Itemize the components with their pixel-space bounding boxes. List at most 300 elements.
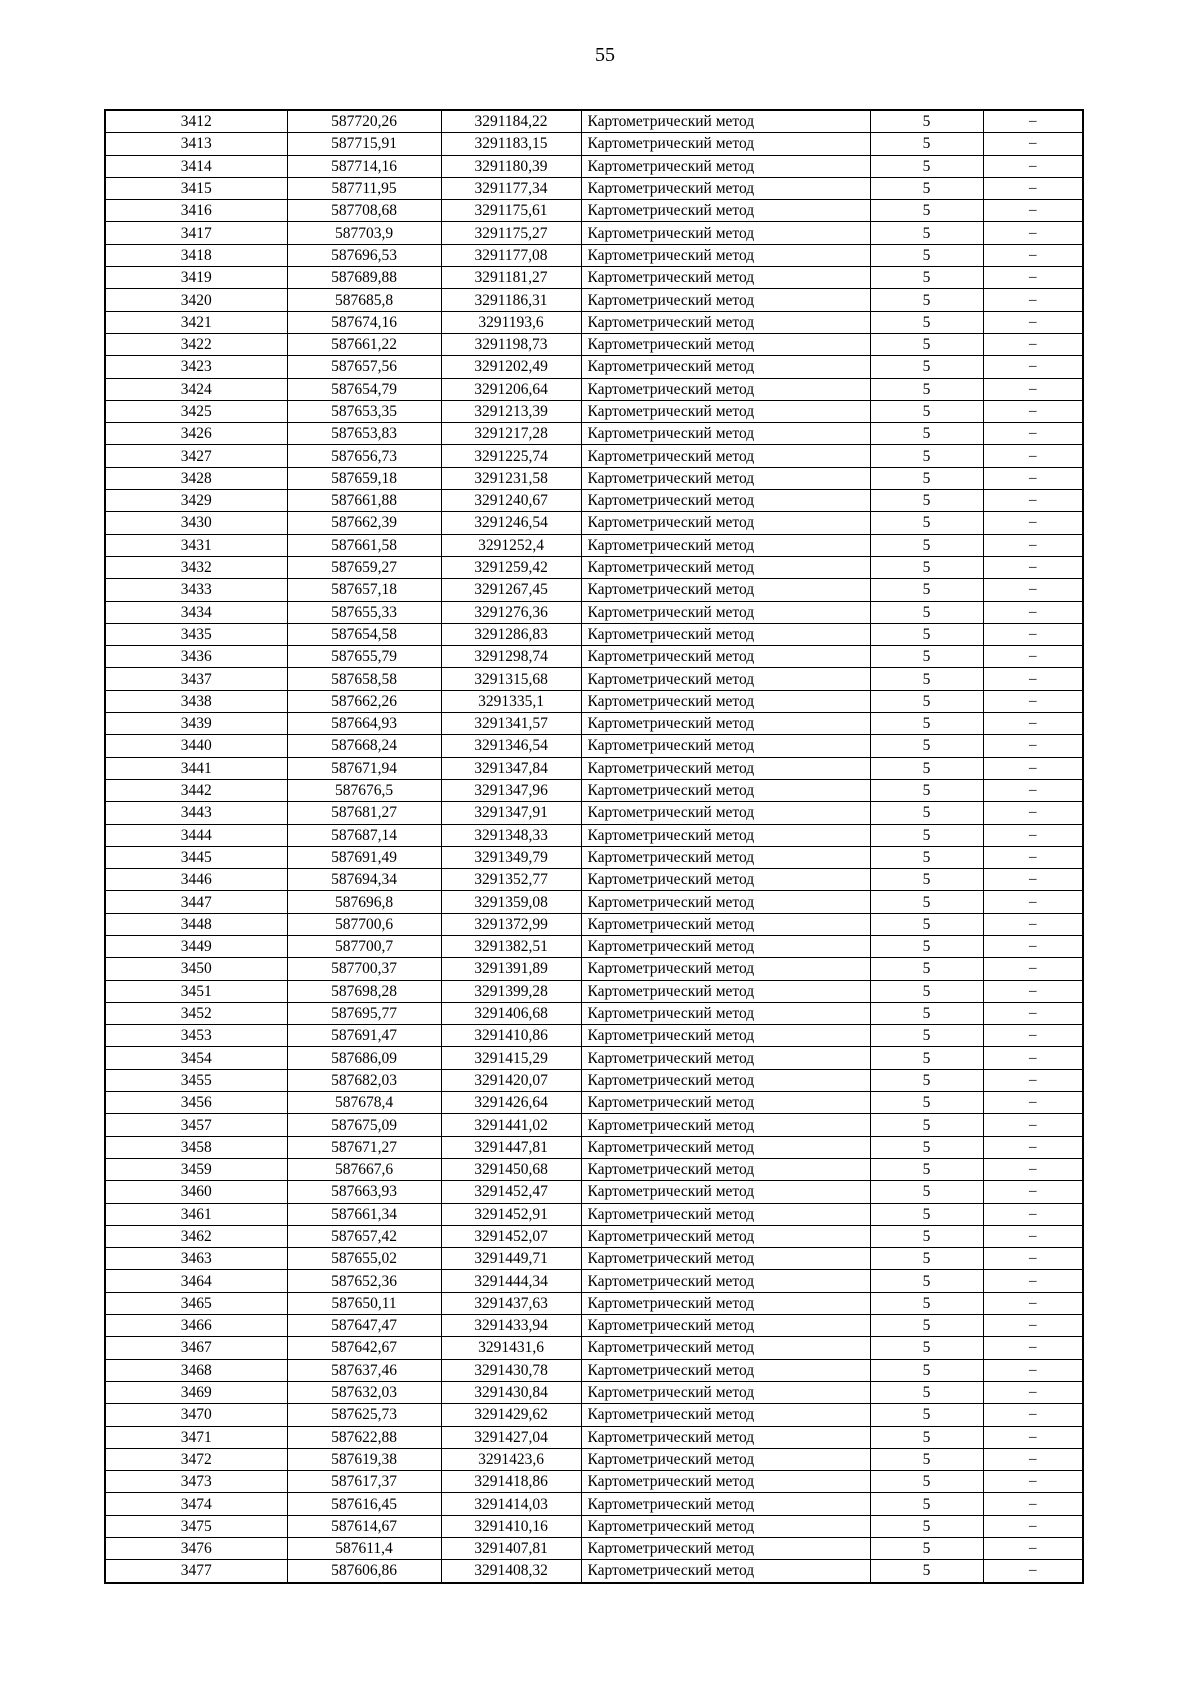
point-number-cell: 3444 xyxy=(105,824,287,846)
description-cell: – xyxy=(983,1047,1083,1069)
accuracy-cell: 5 xyxy=(870,802,983,824)
accuracy-cell: 5 xyxy=(870,556,983,578)
point-number-cell: 3432 xyxy=(105,556,287,578)
y-coordinate-cell: 3291246,54 xyxy=(441,512,581,534)
y-coordinate-cell: 3291415,29 xyxy=(441,1047,581,1069)
method-cell: Картометрический метод xyxy=(581,556,870,578)
point-number-cell: 3425 xyxy=(105,400,287,422)
description-cell: – xyxy=(983,1426,1083,1448)
y-coordinate-cell: 3291183,15 xyxy=(441,133,581,155)
x-coordinate-cell: 587625,73 xyxy=(287,1404,441,1426)
x-coordinate-cell: 587659,18 xyxy=(287,467,441,489)
method-cell: Картометрический метод xyxy=(581,1225,870,1247)
point-number-cell: 3435 xyxy=(105,623,287,645)
description-cell: – xyxy=(983,1381,1083,1403)
accuracy-cell: 5 xyxy=(870,1381,983,1403)
x-coordinate-cell: 587703,9 xyxy=(287,222,441,244)
table-row xyxy=(105,757,1083,779)
y-coordinate-cell: 3291450,68 xyxy=(441,1158,581,1180)
y-coordinate-cell: 3291347,84 xyxy=(441,757,581,779)
y-coordinate-cell: 3291175,61 xyxy=(441,200,581,222)
x-coordinate-cell: 587720,26 xyxy=(287,110,441,133)
method-cell: Картометрический метод xyxy=(581,779,870,801)
table-row xyxy=(105,1047,1083,1069)
x-coordinate-cell: 587653,35 xyxy=(287,400,441,422)
description-cell: – xyxy=(983,1315,1083,1337)
y-coordinate-cell: 3291217,28 xyxy=(441,423,581,445)
method-cell: Картометрический метод xyxy=(581,824,870,846)
accuracy-cell: 5 xyxy=(870,423,983,445)
point-number-cell: 3427 xyxy=(105,445,287,467)
x-coordinate-cell: 587657,18 xyxy=(287,579,441,601)
description-cell: – xyxy=(983,400,1083,422)
table-row xyxy=(105,1381,1083,1403)
description-cell: – xyxy=(983,311,1083,333)
x-coordinate-cell: 587686,09 xyxy=(287,1047,441,1069)
description-cell: – xyxy=(983,512,1083,534)
table-row xyxy=(105,1225,1083,1247)
accuracy-cell: 5 xyxy=(870,579,983,601)
table-row xyxy=(105,1471,1083,1493)
accuracy-cell: 5 xyxy=(870,378,983,400)
x-coordinate-cell: 587661,22 xyxy=(287,333,441,355)
method-cell: Картометрический метод xyxy=(581,891,870,913)
point-number-cell: 3463 xyxy=(105,1248,287,1270)
accuracy-cell: 5 xyxy=(870,1515,983,1537)
description-cell: – xyxy=(983,1404,1083,1426)
point-number-cell: 3458 xyxy=(105,1136,287,1158)
x-coordinate-cell: 587617,37 xyxy=(287,1471,441,1493)
x-coordinate-cell: 587671,27 xyxy=(287,1136,441,1158)
description-cell: – xyxy=(983,757,1083,779)
x-coordinate-cell: 587632,03 xyxy=(287,1381,441,1403)
y-coordinate-cell: 3291193,6 xyxy=(441,311,581,333)
accuracy-cell: 5 xyxy=(870,1181,983,1203)
accuracy-cell: 5 xyxy=(870,1225,983,1247)
y-coordinate-cell: 3291399,28 xyxy=(441,980,581,1002)
y-coordinate-cell: 3291267,45 xyxy=(441,579,581,601)
method-cell: Картометрический метод xyxy=(581,1560,870,1583)
point-number-cell: 3452 xyxy=(105,1002,287,1024)
description-cell: – xyxy=(983,1136,1083,1158)
y-coordinate-cell: 3291202,49 xyxy=(441,356,581,378)
point-number-cell: 3449 xyxy=(105,935,287,957)
accuracy-cell: 5 xyxy=(870,1315,983,1337)
y-coordinate-cell: 3291429,62 xyxy=(441,1404,581,1426)
point-number-cell: 3424 xyxy=(105,378,287,400)
description-cell: – xyxy=(983,958,1083,980)
accuracy-cell: 5 xyxy=(870,155,983,177)
x-coordinate-cell: 587711,95 xyxy=(287,177,441,199)
point-number-cell: 3459 xyxy=(105,1158,287,1180)
method-cell: Картометрический метод xyxy=(581,601,870,623)
table-row xyxy=(105,802,1083,824)
description-cell: – xyxy=(983,913,1083,935)
x-coordinate-cell: 587652,36 xyxy=(287,1270,441,1292)
description-cell: – xyxy=(983,1069,1083,1091)
table-body xyxy=(105,110,1083,1583)
x-coordinate-cell: 587696,53 xyxy=(287,244,441,266)
y-coordinate-cell: 3291447,81 xyxy=(441,1136,581,1158)
table-row xyxy=(105,1114,1083,1136)
method-cell: Картометрический метод xyxy=(581,735,870,757)
description-cell: – xyxy=(983,267,1083,289)
table-row xyxy=(105,423,1083,445)
y-coordinate-cell: 3291341,57 xyxy=(441,713,581,735)
method-cell: Картометрический метод xyxy=(581,423,870,445)
table-row xyxy=(105,913,1083,935)
accuracy-cell: 5 xyxy=(870,757,983,779)
x-coordinate-cell: 587619,38 xyxy=(287,1448,441,1470)
x-coordinate-cell: 587655,02 xyxy=(287,1248,441,1270)
point-number-cell: 3439 xyxy=(105,713,287,735)
y-coordinate-cell: 3291430,78 xyxy=(441,1359,581,1381)
x-coordinate-cell: 587653,83 xyxy=(287,423,441,445)
method-cell: Картометрический метод xyxy=(581,1069,870,1091)
description-cell: – xyxy=(983,534,1083,556)
point-number-cell: 3412 xyxy=(105,110,287,133)
point-number-cell: 3475 xyxy=(105,1515,287,1537)
point-number-cell: 3468 xyxy=(105,1359,287,1381)
accuracy-cell: 5 xyxy=(870,1248,983,1270)
method-cell: Картометрический метод xyxy=(581,110,870,133)
point-number-cell: 3430 xyxy=(105,512,287,534)
accuracy-cell: 5 xyxy=(870,467,983,489)
accuracy-cell: 5 xyxy=(870,200,983,222)
table-row xyxy=(105,779,1083,801)
point-number-cell: 3423 xyxy=(105,356,287,378)
x-coordinate-cell: 587655,79 xyxy=(287,646,441,668)
x-coordinate-cell: 587678,4 xyxy=(287,1092,441,1114)
point-number-cell: 3465 xyxy=(105,1292,287,1314)
description-cell: – xyxy=(983,467,1083,489)
table-row xyxy=(105,267,1083,289)
accuracy-cell: 5 xyxy=(870,1069,983,1091)
y-coordinate-cell: 3291276,36 xyxy=(441,601,581,623)
description-cell: – xyxy=(983,155,1083,177)
table-row xyxy=(105,356,1083,378)
x-coordinate-cell: 587647,47 xyxy=(287,1315,441,1337)
x-coordinate-cell: 587667,6 xyxy=(287,1158,441,1180)
point-number-cell: 3464 xyxy=(105,1270,287,1292)
y-coordinate-cell: 3291206,64 xyxy=(441,378,581,400)
accuracy-cell: 5 xyxy=(870,1002,983,1024)
method-cell: Картометрический метод xyxy=(581,267,870,289)
table-row xyxy=(105,110,1083,133)
method-cell: Картометрический метод xyxy=(581,356,870,378)
x-coordinate-cell: 587654,58 xyxy=(287,623,441,645)
y-coordinate-cell: 3291444,34 xyxy=(441,1270,581,1292)
accuracy-cell: 5 xyxy=(870,311,983,333)
accuracy-cell: 5 xyxy=(870,1448,983,1470)
y-coordinate-cell: 3291347,96 xyxy=(441,779,581,801)
method-cell: Картометрический метод xyxy=(581,935,870,957)
y-coordinate-cell: 3291225,74 xyxy=(441,445,581,467)
y-coordinate-cell: 3291441,02 xyxy=(441,1114,581,1136)
accuracy-cell: 5 xyxy=(870,1493,983,1515)
point-number-cell: 3421 xyxy=(105,311,287,333)
table-row xyxy=(105,400,1083,422)
accuracy-cell: 5 xyxy=(870,869,983,891)
y-coordinate-cell: 3291391,89 xyxy=(441,958,581,980)
x-coordinate-cell: 587662,39 xyxy=(287,512,441,534)
x-coordinate-cell: 587650,11 xyxy=(287,1292,441,1314)
table-row xyxy=(105,846,1083,868)
description-cell: – xyxy=(983,668,1083,690)
accuracy-cell: 5 xyxy=(870,267,983,289)
method-cell: Картометрический метод xyxy=(581,690,870,712)
table-row xyxy=(105,623,1083,645)
description-cell: – xyxy=(983,846,1083,868)
point-number-cell: 3447 xyxy=(105,891,287,913)
y-coordinate-cell: 3291452,91 xyxy=(441,1203,581,1225)
accuracy-cell: 5 xyxy=(870,913,983,935)
method-cell: Картометрический метод xyxy=(581,333,870,355)
accuracy-cell: 5 xyxy=(870,958,983,980)
description-cell: – xyxy=(983,623,1083,645)
y-coordinate-cell: 3291177,34 xyxy=(441,177,581,199)
method-cell: Картометрический метод xyxy=(581,1092,870,1114)
y-coordinate-cell: 3291198,73 xyxy=(441,333,581,355)
table-row xyxy=(105,333,1083,355)
description-cell: – xyxy=(983,1538,1083,1560)
x-coordinate-cell: 587611,4 xyxy=(287,1538,441,1560)
method-cell: Картометрический метод xyxy=(581,1025,870,1047)
point-number-cell: 3440 xyxy=(105,735,287,757)
point-number-cell: 3437 xyxy=(105,668,287,690)
x-coordinate-cell: 587698,28 xyxy=(287,980,441,1002)
method-cell: Картометрический метод xyxy=(581,133,870,155)
description-cell: – xyxy=(983,1493,1083,1515)
table-row xyxy=(105,601,1083,623)
y-coordinate-cell: 3291346,54 xyxy=(441,735,581,757)
table-row xyxy=(105,556,1083,578)
method-cell: Картометрический метод xyxy=(581,579,870,601)
point-number-cell: 3442 xyxy=(105,779,287,801)
table-row xyxy=(105,980,1083,1002)
description-cell: – xyxy=(983,891,1083,913)
description-cell: – xyxy=(983,1092,1083,1114)
accuracy-cell: 5 xyxy=(870,1203,983,1225)
y-coordinate-cell: 3291426,64 xyxy=(441,1092,581,1114)
table-row xyxy=(105,713,1083,735)
table-row xyxy=(105,378,1083,400)
table-row xyxy=(105,1203,1083,1225)
y-coordinate-cell: 3291408,32 xyxy=(441,1560,581,1583)
y-coordinate-cell: 3291213,39 xyxy=(441,400,581,422)
method-cell: Картометрический метод xyxy=(581,222,870,244)
x-coordinate-cell: 587714,16 xyxy=(287,155,441,177)
description-cell: – xyxy=(983,1337,1083,1359)
point-number-cell: 3457 xyxy=(105,1114,287,1136)
table-row xyxy=(105,222,1083,244)
point-number-cell: 3429 xyxy=(105,490,287,512)
method-cell: Картометрический метод xyxy=(581,958,870,980)
method-cell: Картометрический метод xyxy=(581,400,870,422)
y-coordinate-cell: 3291359,08 xyxy=(441,891,581,913)
point-number-cell: 3419 xyxy=(105,267,287,289)
x-coordinate-cell: 587696,8 xyxy=(287,891,441,913)
x-coordinate-cell: 587691,47 xyxy=(287,1025,441,1047)
point-number-cell: 3418 xyxy=(105,244,287,266)
table-row xyxy=(105,289,1083,311)
y-coordinate-cell: 3291414,03 xyxy=(441,1493,581,1515)
x-coordinate-cell: 587682,03 xyxy=(287,1069,441,1091)
description-cell: – xyxy=(983,579,1083,601)
table-row xyxy=(105,579,1083,601)
point-number-cell: 3471 xyxy=(105,1426,287,1448)
method-cell: Картометрический метод xyxy=(581,1181,870,1203)
table-row xyxy=(105,824,1083,846)
point-number-cell: 3428 xyxy=(105,467,287,489)
description-cell: – xyxy=(983,1158,1083,1180)
accuracy-cell: 5 xyxy=(870,1337,983,1359)
x-coordinate-cell: 587661,88 xyxy=(287,490,441,512)
accuracy-cell: 5 xyxy=(870,1270,983,1292)
x-coordinate-cell: 587657,42 xyxy=(287,1225,441,1247)
method-cell: Картометрический метод xyxy=(581,1158,870,1180)
y-coordinate-cell: 3291431,6 xyxy=(441,1337,581,1359)
table-row xyxy=(105,1538,1083,1560)
table-row xyxy=(105,646,1083,668)
method-cell: Картометрический метод xyxy=(581,1381,870,1403)
method-cell: Картометрический метод xyxy=(581,289,870,311)
description-cell: – xyxy=(983,601,1083,623)
x-coordinate-cell: 587676,5 xyxy=(287,779,441,801)
description-cell: – xyxy=(983,356,1083,378)
point-number-cell: 3472 xyxy=(105,1448,287,1470)
method-cell: Картометрический метод xyxy=(581,980,870,1002)
description-cell: – xyxy=(983,1471,1083,1493)
table-row xyxy=(105,1448,1083,1470)
y-coordinate-cell: 3291298,74 xyxy=(441,646,581,668)
method-cell: Картометрический метод xyxy=(581,378,870,400)
description-cell: – xyxy=(983,824,1083,846)
table-row xyxy=(105,133,1083,155)
description-cell: – xyxy=(983,1292,1083,1314)
method-cell: Картометрический метод xyxy=(581,846,870,868)
y-coordinate-cell: 3291410,16 xyxy=(441,1515,581,1537)
point-number-cell: 3462 xyxy=(105,1225,287,1247)
point-number-cell: 3448 xyxy=(105,913,287,935)
method-cell: Картометрический метод xyxy=(581,534,870,556)
accuracy-cell: 5 xyxy=(870,1292,983,1314)
y-coordinate-cell: 3291430,84 xyxy=(441,1381,581,1403)
accuracy-cell: 5 xyxy=(870,935,983,957)
accuracy-cell: 5 xyxy=(870,1404,983,1426)
accuracy-cell: 5 xyxy=(870,779,983,801)
accuracy-cell: 5 xyxy=(870,222,983,244)
table-row xyxy=(105,1158,1083,1180)
method-cell: Картометрический метод xyxy=(581,1515,870,1537)
method-cell: Картометрический метод xyxy=(581,1538,870,1560)
y-coordinate-cell: 3291410,86 xyxy=(441,1025,581,1047)
y-coordinate-cell: 3291352,77 xyxy=(441,869,581,891)
accuracy-cell: 5 xyxy=(870,1136,983,1158)
y-coordinate-cell: 3291181,27 xyxy=(441,267,581,289)
accuracy-cell: 5 xyxy=(870,668,983,690)
y-coordinate-cell: 3291231,58 xyxy=(441,467,581,489)
x-coordinate-cell: 587687,14 xyxy=(287,824,441,846)
accuracy-cell: 5 xyxy=(870,445,983,467)
x-coordinate-cell: 587661,34 xyxy=(287,1203,441,1225)
x-coordinate-cell: 587622,88 xyxy=(287,1426,441,1448)
accuracy-cell: 5 xyxy=(870,623,983,645)
description-cell: – xyxy=(983,1248,1083,1270)
description-cell: – xyxy=(983,490,1083,512)
accuracy-cell: 5 xyxy=(870,534,983,556)
table-row xyxy=(105,445,1083,467)
method-cell: Картометрический метод xyxy=(581,200,870,222)
method-cell: Картометрический метод xyxy=(581,1315,870,1337)
table-row xyxy=(105,668,1083,690)
x-coordinate-cell: 587659,27 xyxy=(287,556,441,578)
table-row xyxy=(105,311,1083,333)
x-coordinate-cell: 587656,73 xyxy=(287,445,441,467)
y-coordinate-cell: 3291348,33 xyxy=(441,824,581,846)
y-coordinate-cell: 3291452,07 xyxy=(441,1225,581,1247)
point-number-cell: 3460 xyxy=(105,1181,287,1203)
y-coordinate-cell: 3291406,68 xyxy=(441,1002,581,1024)
x-coordinate-cell: 587674,16 xyxy=(287,311,441,333)
description-cell: – xyxy=(983,735,1083,757)
x-coordinate-cell: 587668,24 xyxy=(287,735,441,757)
x-coordinate-cell: 587700,6 xyxy=(287,913,441,935)
point-number-cell: 3426 xyxy=(105,423,287,445)
description-cell: – xyxy=(983,1203,1083,1225)
accuracy-cell: 5 xyxy=(870,490,983,512)
description-cell: – xyxy=(983,1114,1083,1136)
method-cell: Картометрический метод xyxy=(581,1404,870,1426)
description-cell: – xyxy=(983,333,1083,355)
y-coordinate-cell: 3291180,39 xyxy=(441,155,581,177)
point-number-cell: 3413 xyxy=(105,133,287,155)
description-cell: – xyxy=(983,423,1083,445)
x-coordinate-cell: 587661,58 xyxy=(287,534,441,556)
method-cell: Картометрический метод xyxy=(581,1136,870,1158)
table-row xyxy=(105,891,1083,913)
y-coordinate-cell: 3291347,91 xyxy=(441,802,581,824)
method-cell: Картометрический метод xyxy=(581,1114,870,1136)
method-cell: Картометрический метод xyxy=(581,1426,870,1448)
x-coordinate-cell: 587685,8 xyxy=(287,289,441,311)
y-coordinate-cell: 3291184,22 xyxy=(441,110,581,133)
method-cell: Картометрический метод xyxy=(581,802,870,824)
point-number-cell: 3415 xyxy=(105,177,287,199)
table-row xyxy=(105,1002,1083,1024)
x-coordinate-cell: 587614,67 xyxy=(287,1515,441,1537)
method-cell: Картометрический метод xyxy=(581,1292,870,1314)
x-coordinate-cell: 587700,37 xyxy=(287,958,441,980)
table-row xyxy=(105,1248,1083,1270)
y-coordinate-cell: 3291433,94 xyxy=(441,1315,581,1337)
description-cell: – xyxy=(983,1560,1083,1583)
description-cell: – xyxy=(983,1181,1083,1203)
method-cell: Картометрический метод xyxy=(581,244,870,266)
description-cell: – xyxy=(983,1270,1083,1292)
x-coordinate-cell: 587694,34 xyxy=(287,869,441,891)
x-coordinate-cell: 587654,79 xyxy=(287,378,441,400)
y-coordinate-cell: 3291449,71 xyxy=(441,1248,581,1270)
table-row xyxy=(105,244,1083,266)
method-cell: Картометрический метод xyxy=(581,713,870,735)
accuracy-cell: 5 xyxy=(870,891,983,913)
accuracy-cell: 5 xyxy=(870,1538,983,1560)
point-number-cell: 3466 xyxy=(105,1315,287,1337)
point-number-cell: 3414 xyxy=(105,155,287,177)
description-cell: – xyxy=(983,222,1083,244)
table-row xyxy=(105,1493,1083,1515)
